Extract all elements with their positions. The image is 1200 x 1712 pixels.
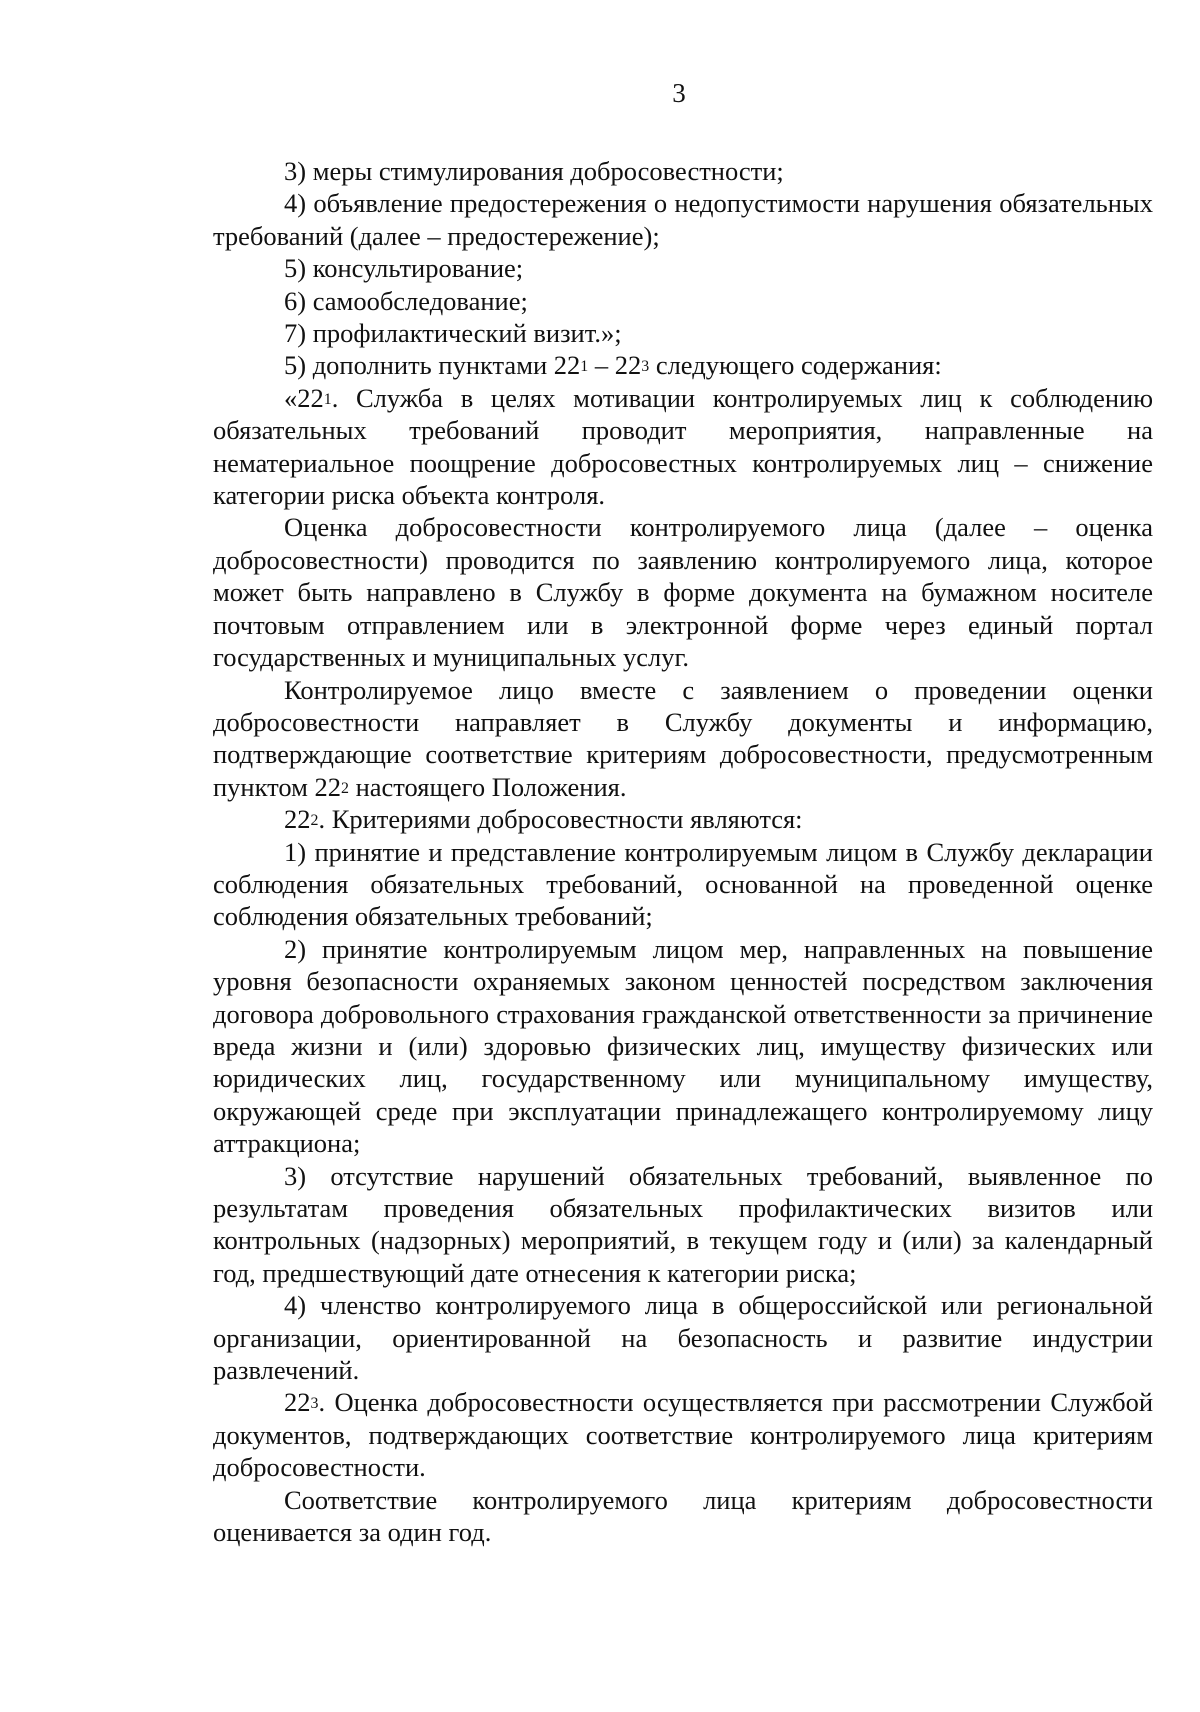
criterion-3: 3) отсутствие нарушений обязательных требований, выявленное по результатам проведения обязательных профилактических визитов или контрольных (надзорных) мероприятий, в текущем году и (или) за календарный год, предшествующий дате отнесения к категории риска; — [213, 1160, 1153, 1288]
criterion-4: 4) членство контролируемого лица в общероссийской или региональной организации, ориентированной на безопасность и развитие индустрии развлечений. — [213, 1290, 1153, 1386]
document-body — [213, 155, 1153, 1548]
paragraph-amendment-5 — [213, 349, 1153, 381]
superscript: 1 — [323, 390, 332, 408]
page-number: 3 — [672, 78, 686, 108]
text-run: 22 — [284, 1387, 311, 1418]
paragraph-item-6: 6) самообследование; — [284, 285, 528, 316]
superscript: 2 — [310, 811, 319, 829]
text-run: . Критериями добросовестности являются: — [318, 804, 803, 835]
paragraph-item-5: 5) консультирование; — [284, 253, 524, 284]
paragraph-item-4: 4) объявление предостережения о недопустимости нарушения обязательных требований (далее – предостережение); — [213, 188, 1153, 251]
text-run: – 22 — [588, 350, 642, 381]
superscript: 3 — [641, 358, 650, 376]
paragraph-item-7: 7) профилактический визит.»; — [284, 318, 622, 349]
superscript: 3 — [310, 1395, 319, 1413]
superscript: 1 — [580, 358, 589, 376]
criterion-1: 1) принятие и представление контролируемым лицом в Службу декларации соблюдения обязательных требований, основанной на проведенной оценке соблюдения обязательных требований; — [213, 836, 1153, 932]
text-run: 5) дополнить пунктами 22 — [284, 350, 581, 381]
text-run: настоящего Положения. — [348, 771, 627, 802]
criterion-2: 2) принятие контролируемым лицом мер, направленных на повышение уровня безопасности охраняемых законом ценностей посредством заключения договора добровольного страхования гражданской ответственности за причинение вреда жизни и (или) здоровью физических лиц, имуществу физических или юридических лиц, государственному или муниципальному имуществу, окружающей среде при эксплуатации принадлежащего контролируемому лицу аттракциона; — [213, 933, 1153, 1159]
text-run: следующего содержания: — [649, 350, 942, 381]
paragraph-assessment: Оценка добросовестности контролируемого лица (далее – оценка добросовестности) проводится по заявлению контролируемого лица, которое может быть направлено в Службу в форме документа на бумажном носителе почтовым отправлением или в электронной форме через единый портал государственных и муниципальных услуг. — [213, 512, 1153, 673]
paragraph-22-2 — [213, 803, 1153, 835]
paragraph-period: Соответствие контролируемого лица критериям добросовестности оценивается за один год. — [213, 1484, 1153, 1548]
text-run: Контролируемое лицо вместе с заявлением о проведении оценки добросовестности направляет в Службу документы и информацию, подтверждающие соответствие критериям добросовестности, предусмотренным пунктом 22 — [213, 674, 1153, 802]
text-run: . Оценка добросовестности осуществляется при рассмотрении Службой документов, подтверждающих соответствие контролируемого лица критериям добросовестности. — [213, 1387, 1153, 1483]
superscript: 2 — [341, 779, 349, 797]
paragraph-documents — [213, 674, 1153, 804]
text-run: «22 — [284, 382, 324, 413]
paragraph-item-3: 3) меры стимулирования добросовестности; — [284, 156, 784, 186]
paragraph-22-3 — [213, 1386, 1153, 1483]
text-run: . Служба в целях мотивации контролируемых лиц к соблюдению обязательных требований проводит мероприятия, направленные на нематериальное поощрение добросовестных контролируемых лиц – снижение категории риска объекта контроля. — [213, 382, 1153, 511]
paragraph-22-1 — [213, 382, 1153, 512]
text-run: 22 — [284, 804, 311, 835]
